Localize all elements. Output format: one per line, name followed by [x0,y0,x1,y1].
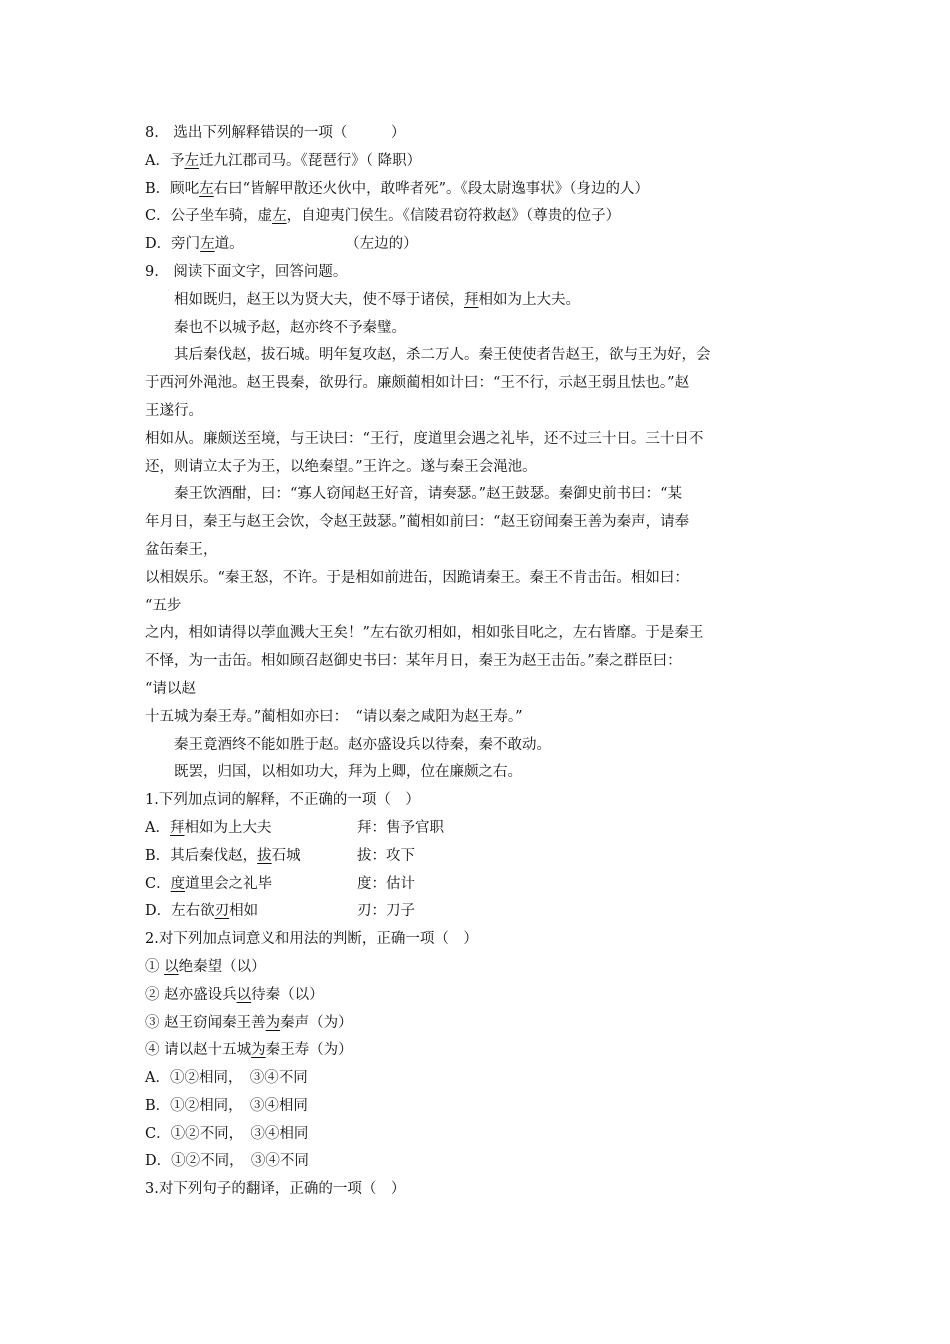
sub2-option-c: C．①②不同， ③④相同 [145,1125,309,1142]
sub2-item-4: ④ 请以赵十五城为秦王寿（为） [145,1042,353,1059]
passage-line: 于西河外渑池。赵王畏秦，欲毋行。廉颇蔺相如计曰：“王不行，示赵王弱且怯也。”赵 [145,375,690,392]
q8-option-a: A．予左迁九江郡司马。《琵琶行》（ 降职） [145,152,422,169]
sub2-item-1: ① 以绝秦望（以） [145,958,266,975]
q8-stem: 8. 选出下列解释错误的一项（ ） [145,125,406,141]
sub2-item-2: ② 赵亦盛设兵以待秦（以） [145,986,324,1003]
passage-line: 盆缶秦王， [145,541,218,558]
q8-option-c: C．公子坐车骑，虚左，自迎夷门侯生。《信陵君窃符救赵》（尊贵的位子） [145,208,621,225]
q8-option-b: B．顾叱左右曰“皆解甲散还火伙中，敢哗者死”。《段太尉逸事状》（身边的人） [145,180,649,197]
passage-line: 以相娱乐。“秦王怒，不许。于是相如前进缶，因跪请秦王。秦王不肯击缶。相如曰： [145,569,689,586]
passage-line: “请以赵 [145,680,196,697]
document-page [145,120,805,1204]
passage-line: 其后秦伐赵，拔石城。明年复攻赵，杀二万人。秦王使使者告赵王，欲与王为好，会 [174,347,711,364]
q8-option-d: D．旁门左道。 （左边的） [145,236,418,253]
passage-paragraph-1: 相如既归，赵王以为贤大夫，使不辱于诸侯，拜相如为上大夫。 [174,291,580,308]
passage-line: 王遂行。 [145,402,203,419]
sub1-option-a: A．拜相如为上大夫 拜：售予官职 [145,819,444,836]
passage-line: 不怿，为一击缶。相如顾召赵御史书曰：某年月日，秦王为赵王击缶。”秦之群臣曰： [145,653,682,670]
sub2-option-b: B．①②相同， ③④相同 [145,1097,308,1114]
passage-line: “五步 [145,597,182,614]
passage-paragraph-2: 秦也不以城予赵，赵亦终不予秦璧。 [174,319,406,336]
q9-stem: 9. 阅读下面文字，回答问题。 [145,263,348,280]
passage-line: 秦王饮酒酣，曰：“寡人窃闻赵王好音，请奏瑟。”赵王鼓瑟。秦御史前书曰：“某 [174,486,682,503]
passage-paragraph-5: 秦王竟酒终不能如胜于赵。赵亦盛设兵以待秦，秦不敢动。 [174,736,551,753]
sub2-option-a: A．①②相同， ③④不同 [145,1070,308,1087]
sub3-stem: 3.对下列句子的翻译，正确的一项（ ） [145,1181,406,1198]
sub1-option-b: B．其后秦伐赵，拔石城 拔：攻下 [145,847,415,864]
sub1-option-c: C．度道里会之礼毕 度：估计 [145,875,415,892]
passage-paragraph-6: 既罢，归国，以相如功大，拜为上卿，位在廉颇之右。 [174,764,522,781]
sub1-stem: 1.下列加点词的解释，不正确的一项（ ） [145,792,420,809]
passage-line: 还，则请立太子为王，以绝秦望。”王许之。遂与秦王会渑池。 [145,458,537,475]
sub2-stem: 2.对下列加点词意义和用法的判断，正确一项（ ） [145,931,478,948]
passage-line: 十五城为秦王寿。”蔺相如亦曰： “请以秦之咸阳为赵王寿。” [145,708,523,725]
sub2-option-d: D．①②不同， ③④不同 [145,1153,309,1170]
passage-line: 之内，相如请得以荸血溅大王矣！”左右欲刃相如，相如张目叱之，左右皆靡。于是秦王 [145,625,704,642]
passage-line: 年月日，秦王与赵王会饮，令赵王鼓瑟。”蔺相如前曰：“赵王窃闻秦王善为秦声，请奉 [145,514,690,531]
passage-line: 相如从。廉颇送至境，与王诀曰：“王行，度道里会遇之礼毕，还不过三十日。三十日不 [145,430,704,447]
sub1-option-d: D．左右欲刃相如 刃：刀子 [145,903,415,920]
sub2-item-3: ③ 赵王窃闻秦王善为秦声（为） [145,1014,353,1031]
